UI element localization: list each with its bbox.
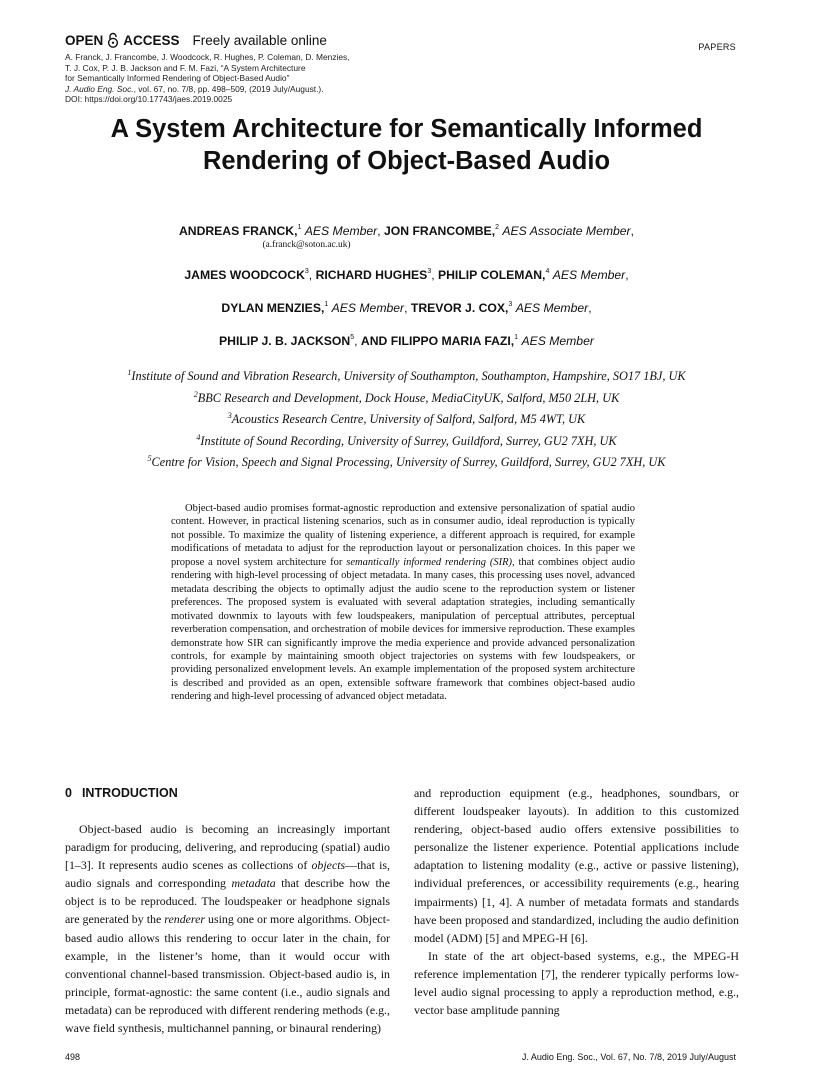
author-role: AES Member [304,224,378,238]
citation-journal: J. Audio Eng. Soc. [65,83,134,94]
affiliation-mark: 3 [304,268,309,275]
affiliation [40,450,773,472]
body-paragraph [414,784,739,947]
affiliation [40,407,773,429]
section-tag: PAPERS [698,42,736,52]
affiliation-mark: 1 [514,334,519,341]
author-name: JON FRANCOMBE, [384,224,496,238]
body-column-left [65,784,390,1037]
citation-line [65,84,405,95]
author-email[interactable]: (a.franck@soton.ac.uk) [262,240,351,250]
citation-line: T. J. Cox, P. J. B. Jackson and F. M. Fazi, “A System Architecture [65,62,306,73]
affiliation-mark: 1 [127,368,132,377]
author-role: AES Associate Member [502,224,631,238]
open-access-badge [65,32,405,48]
author-list [40,219,773,350]
affiliation-mark: 2 [193,389,198,399]
citation-line: A. Franck, J. Francombe, J. Woodcock, R. Hughes, P. Coleman, D. Menzies, [65,52,350,62]
author-name: ANDREAS FRANCK, [178,224,298,238]
author-name: AND FILIPPO MARIA FAZI, [360,334,515,348]
affiliation-text: Acoustics Research Centre, University of Salford, Salford, M5 4WT, UK [231,412,586,427]
author-role: AES Member [521,334,594,348]
affiliation-text: Institute of Sound and Vibration Research, University of Southampton, Southampton, Hampshire, SO17 1BJ, UK [131,369,686,383]
affiliation-mark: 4 [545,268,550,275]
body-paragraph: In state of the art object-based systems, e.g., the MPEG-H reference implementation [7], the renderer typically performs low-level audio signal processing to apply a reproduction method, e.g., vector base amplitude panning [414,948,739,1018]
affiliation-mark: 5 [350,334,355,341]
citation-line: for Semantically Informed Rendering of Object-Based Audio” [65,73,290,84]
open-access-header [65,32,405,105]
affiliation-mark: 5 [147,454,152,464]
body-paragraph [65,820,390,1037]
affiliation-mark: 1 [297,224,302,231]
open-lock-icon [106,32,120,48]
author-name: PHILIP J. B. JACKSON [219,334,351,348]
abstract-text: , that combines object audio rendering with high-level processing of object metadata. In many cases, this processing uses novel, advanced metadata describing the objects to optimally adjust the audio scene to the reproduction system or listener preferences. The proposed system is evaluated with several adaptation strategies, including semantically motivated downmix to layouts with few loudspeakers, manipulation of perceptual attributes, perceptual reverberation compensation, and orchestration of mobile devices for immersive reproduction. These examples demonstrate how SIR can significantly improve the media experience and provide advanced personalization controls, for example by maintaining smooth object trajectories on systems with few loudspeakers, or providing personalized envelopment levels. An example implementation of the proposed system architecture is described and provided as an open, extensible software framework that combines object-based audio rendering and high-level processing of advanced object metadata. [171,556,635,703]
affiliation-mark: 3 [227,411,232,421]
affiliation-text: Centre for Vision, Speech and Signal Processing, University of Surrey, Guildford, Surrey, GU2 7XH, UK [151,455,666,470]
open-label: OPEN [65,32,104,48]
abstract-text: Object-based audio promises format-agnostic reproduction and extensive personalization of spatial audio content. However, in practical listening scenarios, such as in consumer audio, ideal reproduction is typically not possible. To maximize the quality of listening experience, a different approach is required, for example modifications of metadata to adjust for the reproduction layout or personalization choices. In this paper we propose a novel system architecture for [171,503,635,568]
affiliation [40,429,773,451]
paper-title [40,113,773,177]
affiliation-list [40,364,773,472]
author-role: AES Member [515,301,589,315]
affiliation [40,386,773,408]
section-heading [65,784,390,802]
author-line [40,329,773,350]
doi-link[interactable]: DOI: https://doi.org/10.17743/jaes.2019.0025 [65,94,233,105]
author-line [40,219,773,240]
affiliation-text: Institute of Sound Recording, University of Surrey, Guildford, Surrey, GU2 7XH, UK [200,433,617,448]
body-text: and reproduction equipment (e.g., headphones, soundbars, or different loudspeaker layouts). In addition to this customized rendering, object-based audio offers extensive possibilities to personalize the listener experience. Potential applications include adaptation to listening modality (e.g., active or passive listening), individual preferences, or accessibility requirements (e.g., hearing impairments) [1, 4]. A number of metadata formats and standards have been proposed and standardized, including the audio definition model (ADM) [5] and MPEG-H [6]. [414,786,739,945]
body-text: using one or more algorithms. Object-based audio allows this rendering to occur later in the chain, for example, in the listener’s home, than it would occur with conventional channel-based transmission. Object-based audio is, in principle, format-agnostic: the same content (i.e., audio signals and metadata) can be reproduced with different rendering methods (e.g., wave field synthesis, multichannel panning, or binaural rendering) [65,912,390,1036]
citation-block [65,52,405,105]
separator: , [308,268,316,282]
author-role: AES Member [552,268,626,282]
separator: , [377,224,385,238]
access-label: ACCESS [123,32,180,48]
author-name: RICHARD HUGHES [315,268,428,282]
emphasis: metadata [231,876,276,891]
body-text: Object-based audio is becoming an increasingly important paradigm for producing, delivering, and reproducing (spatial) audio [1–3]. It represents audio scenes as collections of [65,822,390,873]
affiliation-mark: 4 [196,432,201,442]
freely-available-label: Freely available online [192,32,327,48]
author-name: JAMES WOODCOCK [184,268,305,282]
title-line: A System Architecture for Semantically Informed [110,115,703,143]
section-title: INTRODUCTION [81,786,178,800]
body-text: that describe how the object is to be reproduced. The loudspeaker or headphone signals are generated by the [65,876,391,927]
title-line: Rendering of Object-Based Audio [202,147,611,175]
author-name: TREVOR J. COX, [410,301,509,315]
emphasis: objects [311,858,346,873]
author-name: PHILIP COLEMAN, [438,268,546,282]
abstract-emphasis: semantically informed rendering (SIR) [346,556,512,568]
author-line [40,263,773,284]
affiliation-mark: 3 [427,268,432,275]
body-text: —that is, audio signals and corresponding [65,858,390,891]
affiliation-mark: 3 [508,301,513,308]
separator: , [630,224,635,238]
abstract-paragraph [171,502,635,704]
citation-volume: , vol. 67, no. 7/8, pp. 498–509, (2019 July/August.). [133,83,324,94]
affiliation-mark: 2 [495,224,499,231]
footer-journal: J. Audio Eng. Soc., Vol. 67, No. 7/8, 2019 July/August [521,1052,736,1062]
affiliation-mark: 1 [324,301,329,308]
page-number: 498 [65,1052,81,1062]
emphasis: renderer [164,912,206,927]
separator: , [625,268,629,282]
author-name: DYLAN MENZIES, [221,301,325,315]
separator: , [354,334,361,348]
author-role: AES Member [331,301,405,315]
separator: , [404,301,411,315]
separator: , [588,301,592,315]
separator: , [431,268,438,282]
abstract [171,502,635,704]
affiliation [40,364,773,386]
affiliation-text: BBC Research and Development, Dock House, MediaCityUK, Salford, M50 2LH, UK [197,390,620,405]
body-column-right [414,784,739,1019]
section-number: 0 [65,786,72,800]
author-line [40,296,773,317]
